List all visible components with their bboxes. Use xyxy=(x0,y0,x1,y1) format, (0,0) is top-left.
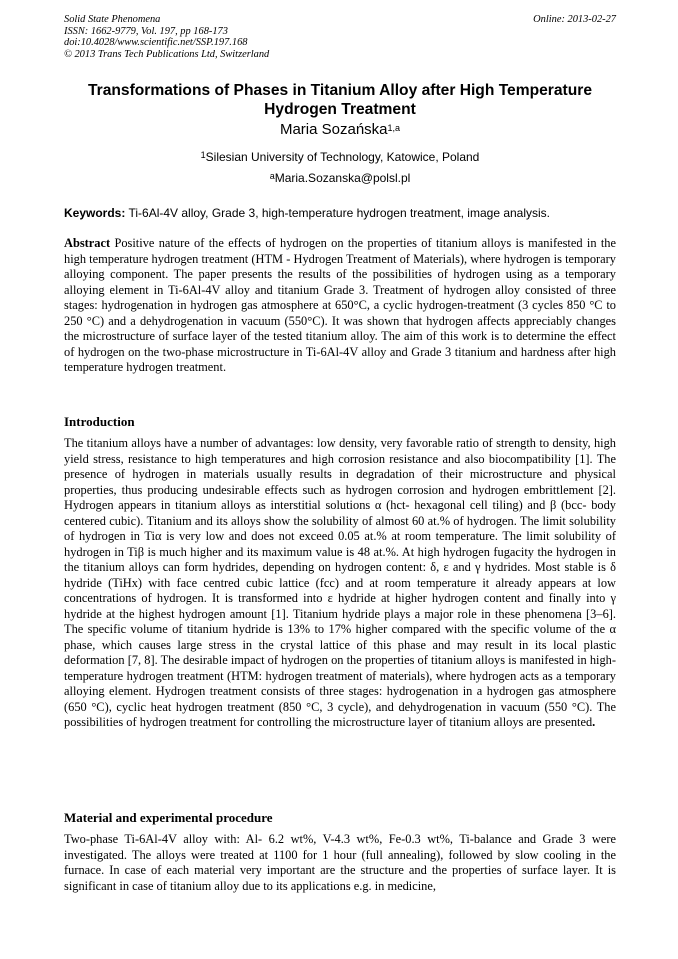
page-header xyxy=(64,14,616,60)
journal-name: Solid State Phenomena xyxy=(64,14,161,25)
author-name: Maria Sozańska xyxy=(279,121,388,138)
email-address: Maria.Sozanska@polsl.pl xyxy=(274,171,411,185)
keywords-text: Ti-6Al-4V alloy, Grade 3, high-temperature hydrogen treatment, image analysis. xyxy=(125,206,551,220)
copyright-line: © 2013 Trans Tech Publications Ltd, Switzerland xyxy=(64,48,270,60)
affiliation-line xyxy=(64,150,616,164)
keywords-label: Keywords: xyxy=(64,206,126,220)
doi-line: doi:10.4028/www.scientific.net/SSP.197.168 xyxy=(64,37,248,49)
paper-title: Transformations of Phases in Titanium Alloy after High Temperature Hydrogen Treatment xyxy=(87,82,592,118)
affiliation-superscript: 1 xyxy=(200,150,206,160)
introduction-heading: Introduction xyxy=(64,414,135,429)
issn-line: ISSN: 1662-9779, Vol. 197, pp 168-173 xyxy=(64,25,228,37)
abstract-label: Abstract xyxy=(64,236,111,250)
introduction-text: The titanium alloys have a number of advantages: low density, very favorable ratio of strength to density, high yield stress, resistance to high temperatures and high corrosion resistance and also biocompatibility [1]. The presence of hydrogen in materials usually results in degradation of their microstructure and physical properties, thus producing undesirable effects such as hydrogen corrosion and hydrogen embrittlement [2]. Hydrogen appears in titanium alloys as interstitial solutions α (hct- hexagonal cell tiling) and β (bcc- body centered cubic). Titanium and its alloys show the solubility of almost 60 at.% of hydrogen. The limit solubility of hydrogen in Tiα is very low and does not exceed 0.05 at.% at room temperature. The limit solubility of hydrogen in Tiβ is much higher and its maximum value is 48 at.%. At high hydrogen fugacity the hydrogen in the titanium alloys can form hydrides, depending on hydrogen content: δ, ε and γ hydrides. Most stable is δ hydride (TiHx) with face centred cubic lattice (fcc) and at room temperature it already appears at low concentrations of hydrogen. It is transformed into ε hydride at higher hydrogen content and finally into γ hydride at the highest hydrogen amount [1]. Titanium hydride plays a major role in these phenomena [3–6]. The specific volume of titanium hydride is 13% to 17% higher compared with the specific volume of the α phase, which causes large stress in the crystal lattice of this phase and may result in its local plastic deformation [7, 8]. The desirable impact of hydrogen on the properties of titanium alloys is manifested in high-temperature hydrogen treatment (HTM: hydrogen treatment of materials), where hydrogen acts as a temporary alloying element. Hydrogen treatment consists of three stages: hydrogenation in a hydrogen gas atmosphere (650 °C), cyclic heat hydrogen treatment (850 °C, 3 cycle), and dehydrogenation in vacuum (550 °C). The possibilities of hydrogen treatment for controlling the microstructure layer of titanium alloys are presented xyxy=(64,436,616,729)
email-line xyxy=(64,171,616,185)
materials-body: Two-phase Ti-6Al-4V alloy with: Al- 6.2 wt%, V-4.3 wt%, Fe-0.3 wt%, Ti-balance and Grade 3 were investigated. The alloys were treated at 1100 for 1 hour (full annealing), followed by slow cooling in the furnace. In case of each material very important are the structure and the properties of surface layer. It is significant in case of titanium alloy due to its applications e.g. in medicine, xyxy=(64,832,616,893)
introduction-final-period: . xyxy=(592,715,596,729)
author-superscript: 1,a xyxy=(387,123,401,133)
affiliation-text: Silesian University of Technology, Katowice, Poland xyxy=(205,150,480,164)
abstract-text: Positive nature of the effects of hydrogen on the properties of titanium alloys is manifested in the high temperature hydrogen treatment (HTM - Hydrogen Treatment of Materials), where hydrogen is temporary alloying component. The paper presents the results of the possibilities of hydrogen using as a temporary alloying element in Ti-6Al-4V alloy and titanium Grade 3. Treatment of hydrogen alloy consisted of three stages: hydrogenation in hydrogen gas atmosphere at 650°C, a cyclic hydrogen-treatment (3 cycles 850 °C to 250 °C) and a dehydrogenation in vacuum (550°C). It was shown that hydrogen affects appreciably changes the microstructure of surface layer of the tested titanium alloy. The aim of this work is to determine the effect of hydrogen on the two-phase microstructure in Ti-6Al-4V alloy and Grade 3 titanium and hardness after high temperature hydrogen treatment. xyxy=(64,236,616,374)
materials-heading: Material and experimental procedure xyxy=(64,810,273,825)
introduction-body xyxy=(64,436,616,731)
keywords xyxy=(64,206,616,220)
abstract xyxy=(64,236,616,376)
online-date: Online: 2013-02-27 xyxy=(533,14,616,25)
author-line xyxy=(64,121,616,139)
email-superscript: a xyxy=(269,171,275,181)
